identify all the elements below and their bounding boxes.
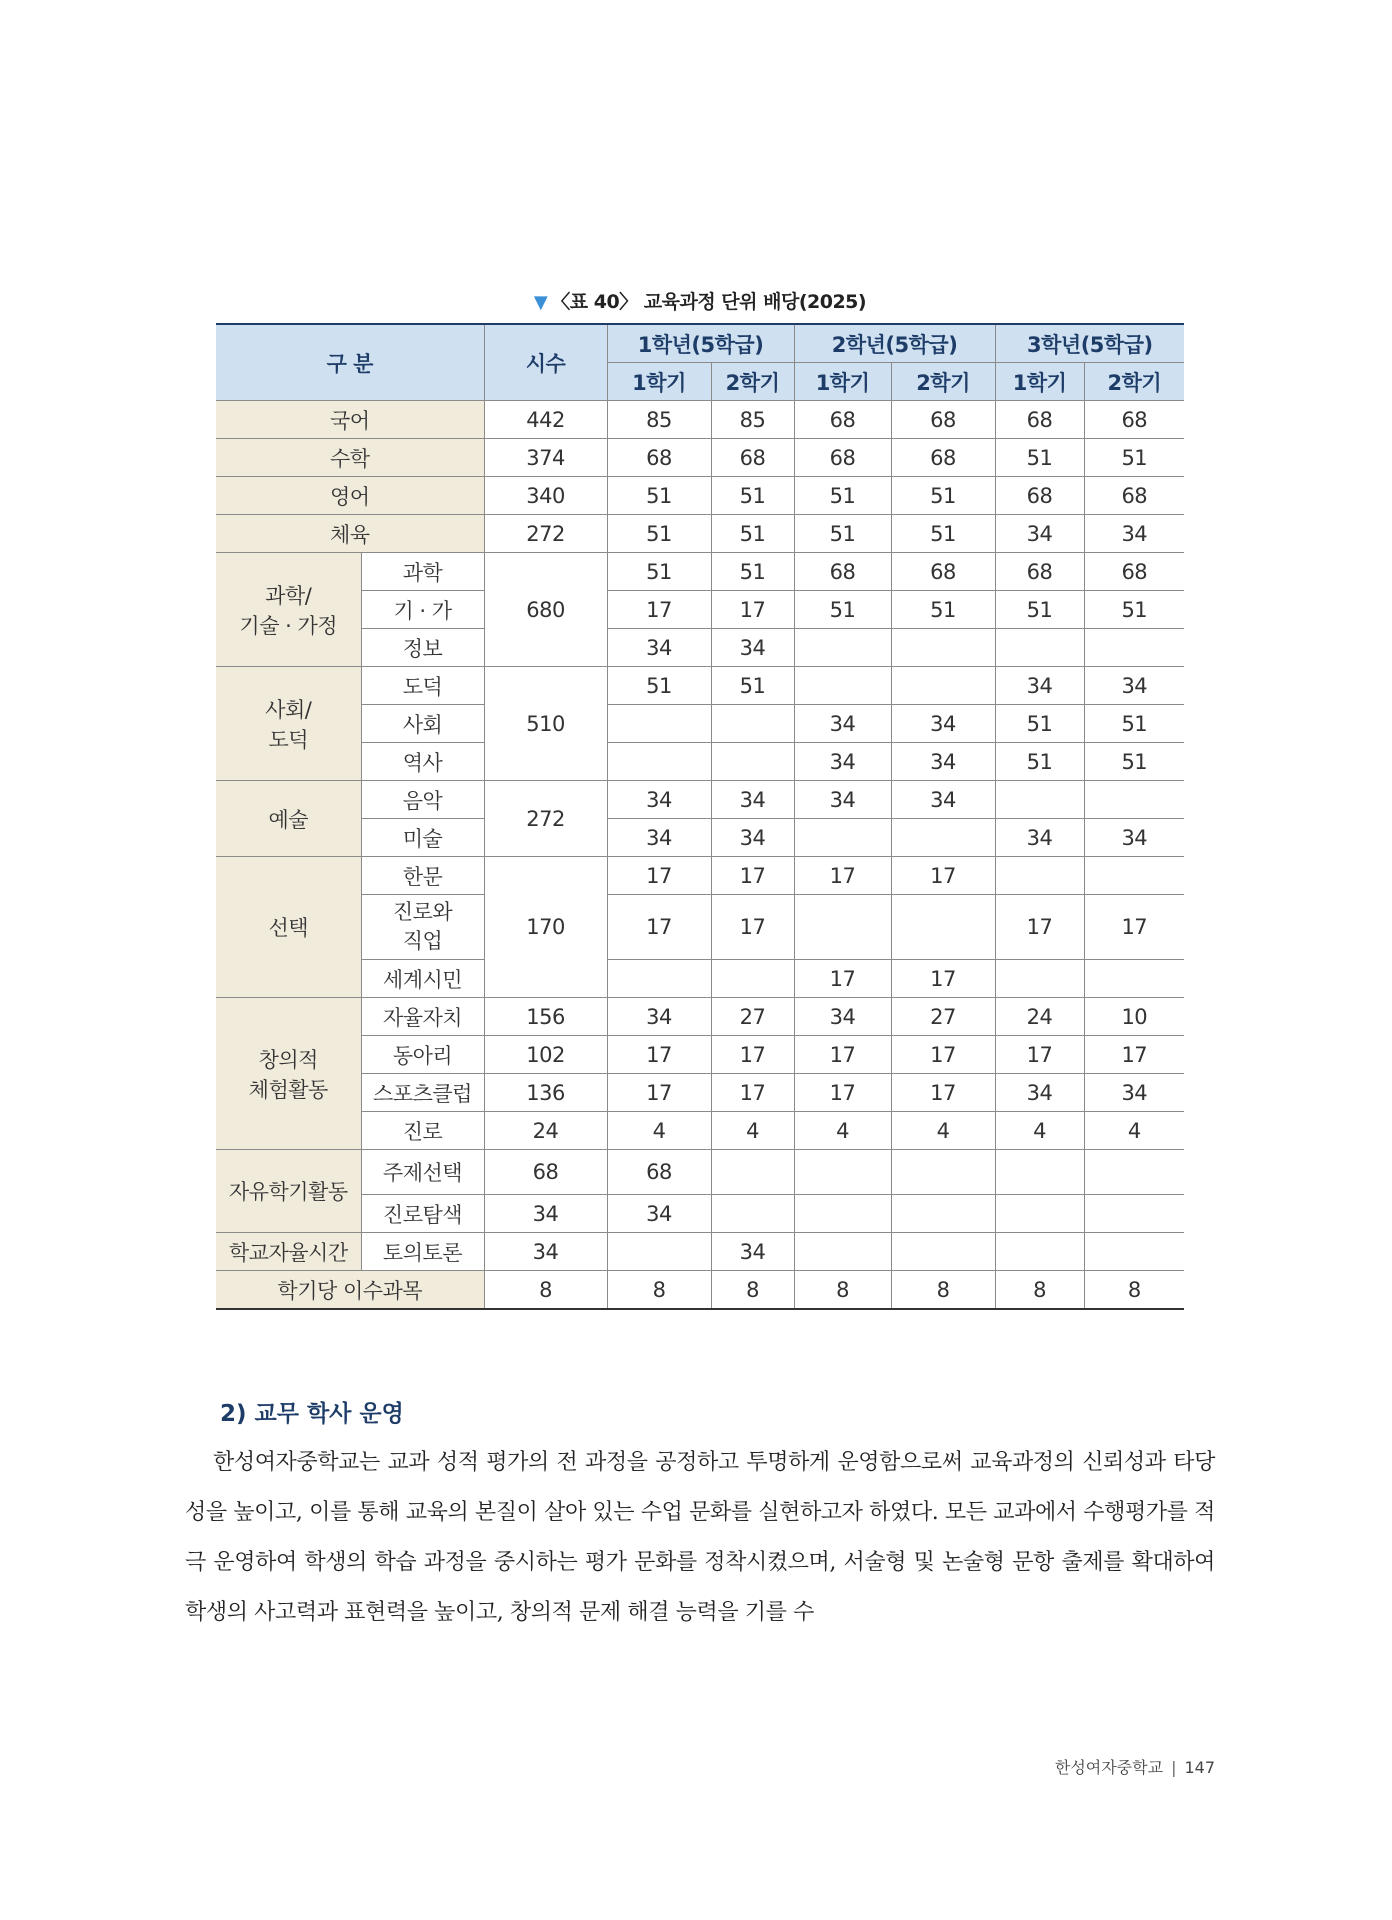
triangle-down-icon: ▼ <box>533 292 548 313</box>
row-value: 68 <box>794 553 891 591</box>
table-body <box>216 401 1184 1310</box>
table-row <box>216 401 1184 439</box>
row-value: 17 <box>1084 1036 1184 1074</box>
row-value: 17 <box>794 1036 891 1074</box>
table-row <box>216 515 1184 553</box>
row-subcategory: 도덕 <box>361 667 484 705</box>
table-row <box>216 477 1184 515</box>
table-row <box>216 1036 1184 1074</box>
row-value: 34 <box>891 743 995 781</box>
row-value <box>1084 781 1184 819</box>
row-value: 17 <box>711 895 794 960</box>
table-row <box>216 1195 1184 1233</box>
table-row <box>216 1233 1184 1271</box>
row-value: 8 <box>1084 1271 1184 1310</box>
row-value <box>891 895 995 960</box>
row-category: 학기당 이수과목 <box>216 1271 484 1310</box>
row-hours: 680 <box>484 553 607 667</box>
row-value: 34 <box>607 819 711 857</box>
header-semester: 2학기 <box>891 363 995 401</box>
row-category: 체육 <box>216 515 484 553</box>
row-value: 34 <box>794 705 891 743</box>
table-row <box>216 553 1184 591</box>
row-value: 4 <box>1084 1112 1184 1150</box>
row-category: 국어 <box>216 401 484 439</box>
header-semester: 1학기 <box>607 363 711 401</box>
row-value: 34 <box>995 1074 1084 1112</box>
row-subcategory: 스포츠클럽 <box>361 1074 484 1112</box>
row-value: 68 <box>995 553 1084 591</box>
row-category: 수학 <box>216 439 484 477</box>
row-value: 17 <box>794 1074 891 1112</box>
row-value: 51 <box>995 743 1084 781</box>
row-value: 34 <box>891 781 995 819</box>
row-hours: 8 <box>484 1271 607 1310</box>
row-hours: 272 <box>484 781 607 857</box>
table-row <box>216 960 1184 998</box>
row-value: 68 <box>794 439 891 477</box>
row-subcategory: 진로탐색 <box>361 1195 484 1233</box>
row-value: 68 <box>891 553 995 591</box>
row-value <box>995 960 1084 998</box>
row-value: 34 <box>891 705 995 743</box>
row-value <box>995 781 1084 819</box>
row-value <box>891 1195 995 1233</box>
table-row <box>216 439 1184 477</box>
row-value: 34 <box>794 781 891 819</box>
row-value: 51 <box>1084 591 1184 629</box>
row-category: 예술 <box>216 781 361 857</box>
row-value: 8 <box>794 1271 891 1310</box>
row-subcategory: 동아리 <box>361 1036 484 1074</box>
row-hours: 170 <box>484 857 607 998</box>
row-hours: 102 <box>484 1036 607 1074</box>
row-value <box>794 629 891 667</box>
row-value: 34 <box>607 629 711 667</box>
row-hours: 340 <box>484 477 607 515</box>
row-value: 68 <box>607 1150 711 1195</box>
table-row <box>216 1150 1184 1195</box>
row-hours: 34 <box>484 1195 607 1233</box>
row-value: 51 <box>1084 439 1184 477</box>
table-row <box>216 781 1184 819</box>
row-hours: 68 <box>484 1150 607 1195</box>
row-value: 17 <box>995 895 1084 960</box>
table-row <box>216 1112 1184 1150</box>
row-value: 17 <box>891 960 995 998</box>
row-value: 34 <box>1084 819 1184 857</box>
row-value: 68 <box>711 439 794 477</box>
row-value: 17 <box>794 857 891 895</box>
row-value: 85 <box>711 401 794 439</box>
row-value: 85 <box>607 401 711 439</box>
row-value: 24 <box>995 998 1084 1036</box>
table-row <box>216 1074 1184 1112</box>
row-subcategory: 미술 <box>361 819 484 857</box>
row-hours: 156 <box>484 998 607 1036</box>
row-category: 학교자율시간 <box>216 1233 361 1271</box>
header-semester: 1학기 <box>794 363 891 401</box>
row-value: 51 <box>995 705 1084 743</box>
row-hours: 272 <box>484 515 607 553</box>
row-value: 51 <box>794 515 891 553</box>
row-value: 34 <box>607 781 711 819</box>
row-value: 34 <box>794 998 891 1036</box>
table-row <box>216 591 1184 629</box>
row-subcategory: 기 · 가 <box>361 591 484 629</box>
row-value: 51 <box>607 477 711 515</box>
caption-text: 〈표 40〉 교육과정 단위 배당(2025) <box>551 291 867 313</box>
row-value: 17 <box>607 895 711 960</box>
row-value: 34 <box>607 1195 711 1233</box>
row-subcategory: 자율자치 <box>361 998 484 1036</box>
row-hours: 24 <box>484 1112 607 1150</box>
row-value: 51 <box>607 515 711 553</box>
row-value: 51 <box>891 477 995 515</box>
row-value <box>995 857 1084 895</box>
page-footer <box>1055 1755 1215 1778</box>
row-value: 4 <box>891 1112 995 1150</box>
header-category: 구 분 <box>216 324 484 401</box>
row-value: 8 <box>891 1271 995 1310</box>
row-value: 51 <box>794 477 891 515</box>
row-category: 과학/ 기술 · 가정 <box>216 553 361 667</box>
row-value <box>1084 629 1184 667</box>
row-value: 34 <box>1084 515 1184 553</box>
table-row <box>216 895 1184 960</box>
row-value: 68 <box>1084 477 1184 515</box>
row-value: 4 <box>711 1112 794 1150</box>
row-value: 27 <box>711 998 794 1036</box>
row-value: 4 <box>794 1112 891 1150</box>
table-row <box>216 629 1184 667</box>
row-value: 34 <box>995 515 1084 553</box>
curriculum-table <box>216 323 1184 1310</box>
row-value: 17 <box>995 1036 1084 1074</box>
row-value <box>711 1150 794 1195</box>
row-value <box>1084 857 1184 895</box>
row-value: 68 <box>995 477 1084 515</box>
row-value: 4 <box>995 1112 1084 1150</box>
row-value <box>1084 1150 1184 1195</box>
section-paragraph <box>185 1438 1215 1638</box>
row-value: 68 <box>607 439 711 477</box>
row-value: 34 <box>711 819 794 857</box>
row-value: 51 <box>607 667 711 705</box>
table-row <box>216 1271 1184 1310</box>
footer-school: 한성여자중학교 <box>1054 1758 1164 1777</box>
row-value: 68 <box>891 439 995 477</box>
table-row <box>216 705 1184 743</box>
header-grade: 1학년(5학급) <box>607 324 794 363</box>
header-semester: 1학기 <box>995 363 1084 401</box>
row-value <box>711 743 794 781</box>
row-value <box>1084 960 1184 998</box>
row-value <box>794 667 891 705</box>
row-subcategory: 토의토론 <box>361 1233 484 1271</box>
row-value <box>995 629 1084 667</box>
row-value <box>891 1233 995 1271</box>
header-semester: 2학기 <box>711 363 794 401</box>
row-value: 51 <box>891 515 995 553</box>
row-category: 창의적 체험활동 <box>216 998 361 1150</box>
row-subcategory: 주제선택 <box>361 1150 484 1195</box>
row-value: 17 <box>711 1074 794 1112</box>
row-value: 51 <box>711 667 794 705</box>
table-row <box>216 857 1184 895</box>
row-value: 51 <box>1084 705 1184 743</box>
row-value: 34 <box>711 629 794 667</box>
page-number: 147 <box>1184 1758 1215 1777</box>
row-subcategory: 사회 <box>361 705 484 743</box>
row-value: 27 <box>891 998 995 1036</box>
table-header <box>216 324 1184 401</box>
row-value <box>607 705 711 743</box>
row-value: 68 <box>995 401 1084 439</box>
section-title: 2) 교무 학사 운영 <box>220 1401 404 1427</box>
row-value: 10 <box>1084 998 1184 1036</box>
header-grade: 3학년(5학급) <box>995 324 1184 363</box>
row-category: 사회/ 도덕 <box>216 667 361 781</box>
row-value <box>995 1150 1084 1195</box>
row-value: 34 <box>995 667 1084 705</box>
row-value: 17 <box>607 1036 711 1074</box>
header-grade: 2학년(5학급) <box>794 324 995 363</box>
row-value: 17 <box>891 1036 995 1074</box>
row-value <box>794 1233 891 1271</box>
row-value: 68 <box>1084 401 1184 439</box>
row-value: 51 <box>891 591 995 629</box>
row-value: 8 <box>607 1271 711 1310</box>
row-value: 34 <box>1084 667 1184 705</box>
row-value <box>794 895 891 960</box>
footer-separator: | <box>1171 1758 1177 1777</box>
row-value: 8 <box>995 1271 1084 1310</box>
row-value: 17 <box>607 591 711 629</box>
row-category: 선택 <box>216 857 361 998</box>
row-value <box>794 1195 891 1233</box>
table-row <box>216 743 1184 781</box>
row-value <box>995 1195 1084 1233</box>
row-value: 34 <box>995 819 1084 857</box>
row-hours: 442 <box>484 401 607 439</box>
row-category: 영어 <box>216 477 484 515</box>
row-value <box>995 1233 1084 1271</box>
table-caption <box>216 287 1184 314</box>
row-value: 51 <box>711 515 794 553</box>
row-hours: 374 <box>484 439 607 477</box>
row-value: 51 <box>607 553 711 591</box>
row-value <box>794 1150 891 1195</box>
row-value: 34 <box>1084 1074 1184 1112</box>
row-value: 51 <box>1084 743 1184 781</box>
row-subcategory: 음악 <box>361 781 484 819</box>
row-value: 17 <box>891 1074 995 1112</box>
row-value: 34 <box>711 781 794 819</box>
row-value <box>607 743 711 781</box>
row-value <box>607 960 711 998</box>
row-value <box>711 1195 794 1233</box>
table-row <box>216 998 1184 1036</box>
row-value: 51 <box>995 591 1084 629</box>
row-value: 68 <box>1084 553 1184 591</box>
row-subcategory: 세계시민 <box>361 960 484 998</box>
row-value: 51 <box>711 477 794 515</box>
row-value: 68 <box>794 401 891 439</box>
row-subcategory: 정보 <box>361 629 484 667</box>
header-row <box>216 324 1184 363</box>
row-value: 17 <box>607 857 711 895</box>
row-value <box>1084 1233 1184 1271</box>
row-value <box>891 1150 995 1195</box>
row-subcategory: 과학 <box>361 553 484 591</box>
row-value: 17 <box>891 857 995 895</box>
row-value <box>711 705 794 743</box>
row-value: 17 <box>607 1074 711 1112</box>
row-value: 34 <box>794 743 891 781</box>
row-value: 17 <box>711 1036 794 1074</box>
row-subcategory: 한문 <box>361 857 484 895</box>
row-value: 34 <box>607 998 711 1036</box>
row-subcategory: 역사 <box>361 743 484 781</box>
row-value: 51 <box>794 591 891 629</box>
table-row <box>216 819 1184 857</box>
header-hours: 시수 <box>484 324 607 401</box>
row-value: 34 <box>711 1233 794 1271</box>
row-hours: 136 <box>484 1074 607 1112</box>
row-value: 17 <box>711 591 794 629</box>
row-hours: 510 <box>484 667 607 781</box>
row-value <box>1084 1195 1184 1233</box>
row-value <box>891 819 995 857</box>
row-hours: 34 <box>484 1233 607 1271</box>
row-value <box>891 667 995 705</box>
row-value: 51 <box>995 439 1084 477</box>
row-value: 17 <box>711 857 794 895</box>
header-semester: 2학기 <box>1084 363 1184 401</box>
row-value: 17 <box>1084 895 1184 960</box>
row-value: 68 <box>891 401 995 439</box>
row-value <box>711 960 794 998</box>
row-value: 4 <box>607 1112 711 1150</box>
row-value <box>794 819 891 857</box>
row-value <box>891 629 995 667</box>
row-value <box>607 1233 711 1271</box>
row-category: 자유학기활동 <box>216 1150 361 1233</box>
row-subcategory: 진로와 직업 <box>361 895 484 960</box>
row-value: 8 <box>711 1271 794 1310</box>
row-subcategory: 진로 <box>361 1112 484 1150</box>
table-row <box>216 667 1184 705</box>
paragraph-text: 한성여자중학교는 교과 성적 평가의 전 과정을 공정하고 투명하게 운영함으로써 교육과정의 신뢰성과 타당성을 높이고, 이를 통해 교육의 본질이 살아 있는 수업 문화를 실현하고자 하였다. 모든 교과에서 수행평가를 적극 운영하여 학생의 학습 과정을 중시하는 평가 문화를 정착시켰으며, 서술형 및 논술형 문항 출제를 확대하여 학생의 사고력과 표현력을 높이고, 창의적 문제 해결 능력을 기를 수 <box>185 1450 1215 1625</box>
row-value: 17 <box>794 960 891 998</box>
row-value: 51 <box>711 553 794 591</box>
